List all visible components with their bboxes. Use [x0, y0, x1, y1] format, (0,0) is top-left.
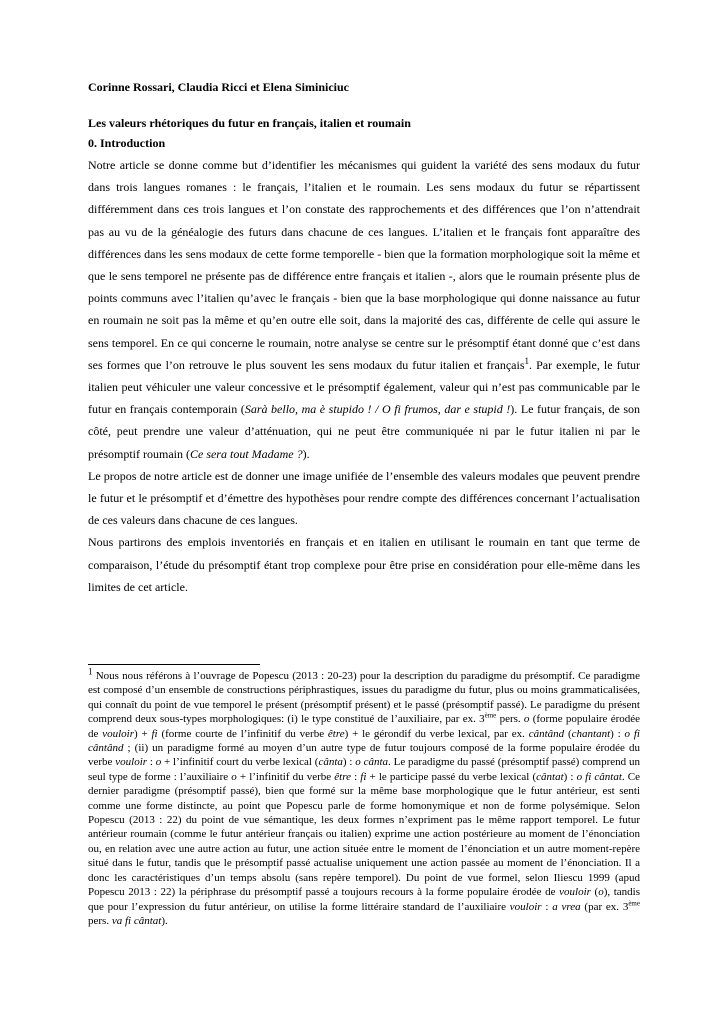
footnote-ref[interactable]: 1	[524, 355, 530, 366]
footnote-number: 1	[88, 666, 93, 677]
footnote-divider	[88, 664, 260, 665]
paragraph-2: Le propos de notre article est de donner une image unifiée de l’ensemble des valeurs modales que peuvent prendre le futur et le présomptif et d’émettre des hypothèses pour rendre compte des différences concernant l’actualisation de ces valeurs dans chacune de ces langues.	[88, 468, 640, 528]
example-concessive: Sarà bello, ma è stupido ! / O fi frumos, dar e stupid !	[244, 402, 511, 417]
example-attenuation: Ce sera tout Madame ?	[189, 446, 303, 461]
document-page	[88, 78, 640, 598]
paragraph-3: Nous partirons des emplois inventoriés en français et en italien en utilisant le roumain en tant que terme de comparaison, l’étude du présomptif étant trop complexe pour être prise en considération pour elle-même dans les limites de cet article.	[88, 535, 640, 594]
section-heading: 0. Introduction	[88, 136, 166, 150]
footnote-1: $^1$ Nous nous référons à l’ouvrage de Popescu (2013 : 20-23) pour la description du paradigme du présomptif. Ce paradigme est composé d’un ensemble de constructions périphrastiques, issues du paradigme du futur, plus ou moins grammaticalisées, qui connaît du point de vue temporel le présent (présomptif présent) et le passé (présomptif passé). Le paradigme du présent comprend deux sous-types morphologiques: (i) le type constitué de l’auxiliaire, par ex. 3ème pers. o (forme populaire érodée de vouloir) + fi (forme courte de l’infinitif du verbe être) + le gérondif du verbe lexical, par ex. cântând (chantant) : o fi cântând ; (ii) un paradigme formé au moyen d’un autre type de futur toujours composé de la forme populaire érodée du verbe vouloir : o + l’infinitif court du verbe lexical (cânta) : o cânta. Le paradigme du passé (présomptif passé) comprend un seul type de forme : l’auxiliaire o + l’infinitif du verbe être : fi + le participe passé du verbe lexical (cântat) : o fi cântat. Ce dernier paradigme (présomptif passé), bien que formé sur la même base morphologique que le futur antérieur, est senti comme une forme distincte, au point que Popescu parle de forme homonymique et non de forme polysémique. Selon Popescu (2013 : 22) du point de vue sémantique, les deux formes n’expriment pas le même rapport temporel. Le futur antérieur roumain (comme le futur antérieur français ou italien) exprime une action postérieure au moment de l’énonciation ou, en relation avec une autre action au futur, une action située entre le moment de l’énonciation et un autre moment-repère situé dans le futur, tandis que le présomptif passé actualise uniquement une action passée au moment de l’énonciation. Il a donc les caractéristiques d’un temps absolu (sans repère temporel). Du point de vue formel, selon Iliescu 1999 (apud Popescu 2013 : 22) la périphrase du présomptif passé a toujours recours à la forme populaire érodée de vouloir (o), tandis que pour l’expression du futur antérieur, on utilise la forme littéraire standard de l’auxiliaire vouloir : a vrea (par ex. 3ème pers. va fi cântat).	[88, 666, 641, 927]
paragraph-1: Notre article se donne comme but d’identifier les mécanismes qui guident la variété des sens modaux du futur dans trois langues romanes : le français, l’italien et le roumain. Les sens modaux du futur se répartissent différemment dans ces trois langues et l’on constate des rapprochements et des différences que l’on n’attendrait pas au vu de la généalogie des futurs dans chacune de ces langues. L’italien et le français font apparaître des différences dans les sens modaux de cette forme temporelle - bien que la formation morphologique soit la même et que le sens temporel ne présente pas de différence entre français et italien -, alors que le roumain présente plus de points communs avec l’italien qu’avec le français - bien que la base morphologique qui donne naissance au futur en roumain ne soit pas la même et qu’en outre elle soit, dans la majorité des cas, différente de celle qui assure le sens temporel. En ce qui concerne le roumain, notre analyse se centre sur le présomptif étant donné que c’est dans ses formes que l’on retrouve le plus souvent les sens modaux du futur italien et français$^1$. Par exemple, le futur italien peut véhiculer une valeur concessive et le présomptif également, valeur qui n’est pas communicable par le futur en français contemporain (Sarà bello, ma è stupido ! / O fi frumos, dar e stupid !). Le futur français, de son côté, peut prendre une valeur d’atténuation, qui ne peut être communiquée ni par le futur italien ni par le présomptif roumain (Ce sera tout Madame ?).	[88, 158, 640, 461]
article-body	[88, 154, 640, 598]
authors: Corinne Rossari, Claudia Ricci et Elena Siminiciuc	[88, 80, 349, 94]
article-title: Les valeurs rhétoriques du futur en français, italien et roumain	[88, 116, 411, 130]
